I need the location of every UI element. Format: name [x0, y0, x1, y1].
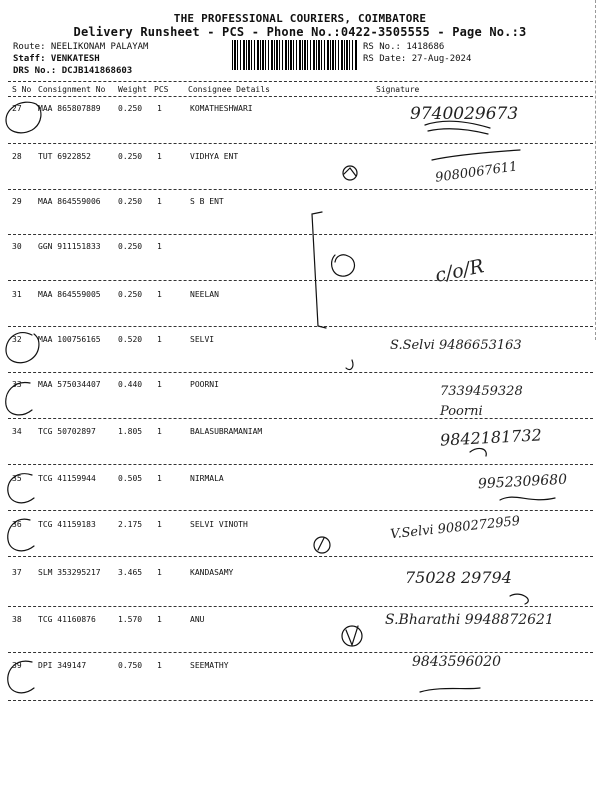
row-sno: 33 — [12, 380, 22, 389]
row-consignment: TUT 6922852 — [38, 152, 91, 161]
row-sno: 31 — [12, 290, 22, 299]
row-weight: 3.465 — [118, 568, 143, 577]
tick-mark — [318, 538, 324, 550]
row-consignment: MAA 864559006 — [38, 197, 101, 206]
row-consignment: TCG 41159944 — [38, 474, 96, 483]
row-signature: 9952309680 — [477, 471, 568, 493]
row-pcs: 1 — [157, 152, 162, 161]
col-signature: Signature — [376, 85, 420, 94]
row-pcs: 1 — [157, 474, 162, 483]
row-consignment: MAA 864559005 — [38, 290, 101, 299]
row-weight: 1.570 — [118, 615, 143, 624]
row-pcs: 1 — [157, 615, 162, 624]
row-signature: 9843596020 — [412, 654, 502, 670]
row-consignment: TCG 41159183 — [38, 520, 96, 529]
row-pcs: 1 — [157, 520, 162, 529]
signature-stroke — [332, 255, 355, 276]
row-sno: 29 — [12, 197, 22, 206]
col-consignee: Consignee Details — [188, 85, 270, 94]
row-sno: 35 — [12, 474, 22, 483]
signature-stroke — [425, 121, 490, 128]
row-pcs: 1 — [157, 568, 162, 577]
row-consignment: SLM 353295217 — [38, 568, 101, 577]
row-weight: 0.520 — [118, 335, 143, 344]
staff-label: Staff: VENKATESH — [13, 54, 100, 64]
row-weight: 0.505 — [118, 474, 143, 483]
row-signature: 7339459328 Poorni — [440, 384, 523, 419]
row-signature: S.Bharathi 9948872621 — [385, 612, 554, 628]
row-consignee: KOMATHESHWARI — [190, 104, 253, 113]
row-pcs: 1 — [157, 104, 162, 113]
row-consignee: NIRMALA — [190, 474, 224, 483]
row-sno: 37 — [12, 568, 22, 577]
sno-circle-mark — [6, 383, 32, 415]
row-consignee: POORNI — [190, 380, 219, 389]
col-weight: Weight — [118, 85, 147, 94]
col-pcs: PCS — [154, 85, 169, 94]
row-consignment: MAA 575034407 — [38, 380, 101, 389]
sno-circle-mark — [8, 474, 34, 503]
row-sno: 38 — [12, 615, 22, 624]
row-consignment: DPI 349147 — [38, 661, 87, 670]
row-consignment: GGN 911151833 — [38, 242, 101, 251]
tick-mark — [346, 626, 358, 645]
row-signature: V.Selvi 9080272959 — [389, 513, 521, 543]
tick-mark — [314, 537, 330, 553]
row-signature: S.Selvi 9486653163 — [390, 338, 522, 353]
row-sno: 34 — [12, 427, 22, 436]
row-pcs: 1 — [157, 661, 162, 670]
company-title: THE PROFESSIONAL COURIERS, COIMBATORE — [173, 12, 427, 25]
row-sno: 36 — [12, 520, 22, 529]
sno-circle-mark — [6, 102, 41, 133]
row-consignee: S B ENT — [190, 197, 224, 206]
row-weight: 2.175 — [118, 520, 143, 529]
sno-circle-mark — [8, 519, 34, 551]
row-consignment: TCG 41160876 — [38, 615, 96, 624]
row-weight: 0.250 — [118, 197, 143, 206]
row-consignee: NEELAN — [190, 290, 219, 299]
route-label: Route: NEELIKONAM PALAYAM — [13, 42, 149, 52]
row-sno: 27 — [12, 104, 22, 113]
col-sno: S No — [12, 85, 32, 94]
row-weight: 0.250 — [118, 152, 143, 161]
row-signature: 9740029673 — [410, 104, 519, 124]
row-consignee: KANDASAMY — [190, 568, 234, 577]
signature-stroke — [312, 212, 326, 328]
row-weight: 0.250 — [118, 290, 143, 299]
signature-stroke — [470, 449, 486, 456]
col-consignment: Consignment No — [38, 85, 106, 94]
row-weight: 1.805 — [118, 427, 143, 436]
row-signature: 9842181732 — [439, 425, 543, 450]
row-pcs: 1 — [157, 427, 162, 436]
row-consignee: SELVI VINOTH — [190, 520, 248, 529]
rs-date: RS Date: 27-Aug-2024 — [363, 54, 472, 64]
sno-circle-mark — [8, 661, 34, 693]
row-sno: 28 — [12, 152, 22, 161]
row-signature: 9080067611 — [434, 159, 519, 186]
tick-mark — [344, 168, 356, 176]
row-consignment: MAA 100756165 — [38, 335, 101, 344]
row-pcs: 1 — [157, 290, 162, 299]
row-consignee: SELVI — [190, 335, 215, 344]
row-weight: 0.250 — [118, 242, 143, 251]
rs-number: RS No.: 1418686 — [363, 42, 445, 52]
row-signature: 75028 29794 — [405, 568, 512, 587]
row-consignee: ANU — [190, 615, 205, 624]
row-weight: 0.750 — [118, 661, 143, 670]
signature-stroke — [500, 497, 555, 500]
row-sno: 39 — [12, 661, 22, 670]
row-sno: 32 — [12, 335, 22, 344]
row-consignment: TCG 50702897 — [38, 427, 96, 436]
sno-circle-mark — [6, 333, 39, 363]
row-weight: 0.250 — [118, 104, 143, 113]
runsheet-subtitle: Delivery Runsheet - PCS - Phone No.:0422-3505555 - Page No.:3 — [73, 25, 527, 39]
row-consignee: VIDHYA ENT — [190, 152, 239, 161]
signature-stroke — [346, 360, 353, 370]
row-pcs: 1 — [157, 197, 162, 206]
row-consignee: SEEMATHY — [190, 661, 229, 670]
row-consignment: MAA 865807889 — [38, 104, 101, 113]
row-signature: c/o/R — [433, 255, 486, 287]
drs-number: DRS No.: DCJB141868603 — [13, 66, 133, 76]
signature-stroke — [510, 594, 528, 604]
row-pcs: 1 — [157, 380, 162, 389]
signature-stroke — [420, 688, 480, 692]
tick-mark — [342, 626, 362, 646]
row-consignee: BALASUBRAMANIAM — [190, 427, 263, 436]
row-pcs: 1 — [157, 242, 162, 251]
signature-stroke — [428, 129, 488, 134]
row-sno: 30 — [12, 242, 22, 251]
row-weight: 0.440 — [118, 380, 143, 389]
row-pcs: 1 — [157, 335, 162, 344]
signature-stroke — [432, 150, 520, 160]
